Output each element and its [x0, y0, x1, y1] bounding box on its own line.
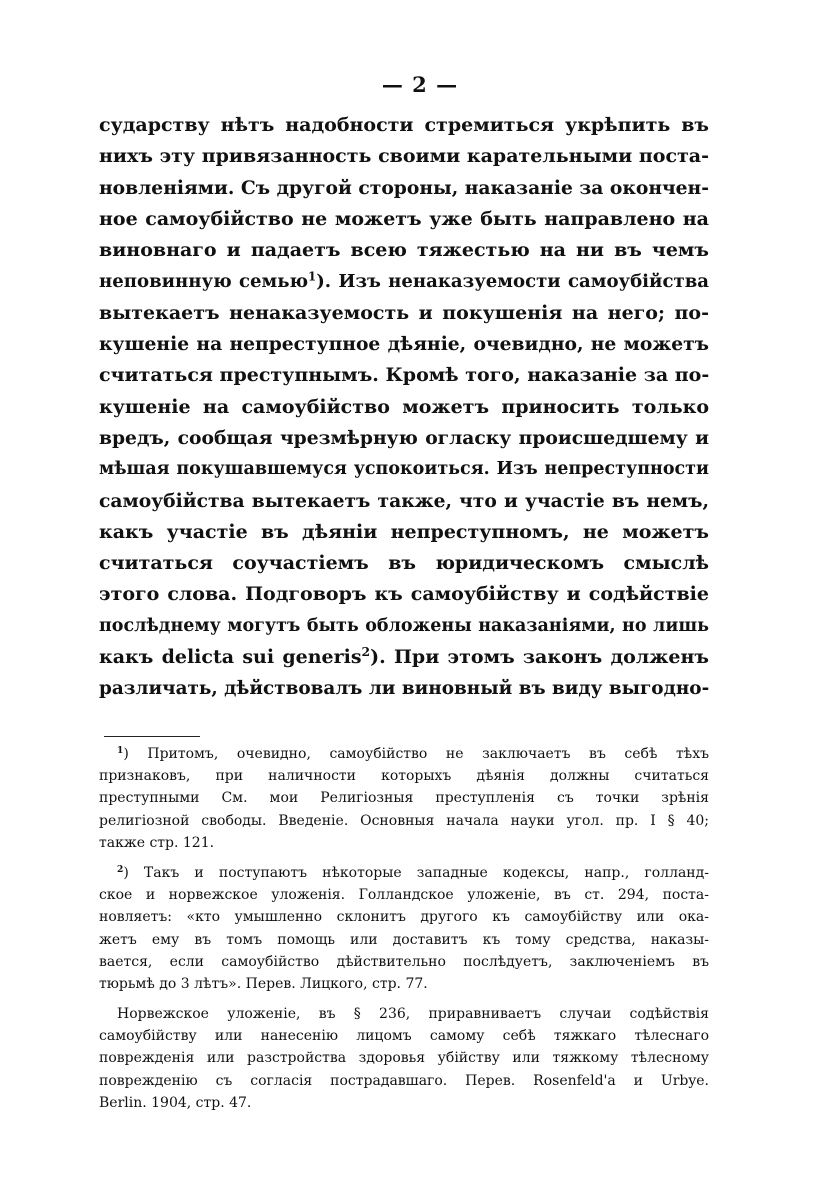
text-line: сударству нѣтъ надобности стремиться укрѣпить въ	[99, 114, 709, 136]
footnote-ref-1: 1	[308, 270, 317, 285]
text-line: виновнаго и падаетъ всею тяжестью на ни въ чемъ	[99, 239, 709, 262]
text-line: нихъ эту привязанность своими карательными поста-	[99, 145, 709, 168]
footnote-text: ) Притомъ, очевидно, самоубійство не заключаетъ въ себѣ тѣхъ	[123, 746, 709, 762]
text-line	[99, 266, 709, 297]
footnote-line: Норвежское уложеніе, въ § 236, приравниваетъ случаи содѣйствія	[117, 1006, 709, 1023]
text-line	[99, 642, 709, 673]
text-line: вытекаетъ ненаказуемость и покушенія на него; по-	[99, 301, 709, 324]
footnote-line: признаковъ, при наличности которыхъ дѣянія должны считаться	[99, 768, 709, 785]
footnote-line: ское и норвежское уложенія. Голландское уложеніе, въ ст. 294, поста-	[99, 887, 709, 904]
text-line: считаться соучастіемъ въ юридическомъ смыслѣ	[99, 552, 709, 575]
footnote-line	[99, 862, 709, 884]
footnote-line: вается, если самоубійство дѣйствительно послѣдуетъ, заключеніемъ въ	[99, 953, 709, 970]
footnote-marker-2: 2	[117, 863, 124, 875]
text-fragment: ). При этомъ законъ долженъ	[370, 646, 709, 669]
text-line: новленіями. Съ другой стороны, наказаніе за окончен-	[99, 176, 709, 199]
main-text	[99, 110, 709, 705]
footnote-line: Berlin. 1904, стр. 47.	[99, 1094, 252, 1111]
text-fragment: ). Изъ ненаказуемости самоубійства	[316, 271, 709, 293]
footnote-marker-1: 1	[117, 745, 124, 756]
footnote-line: поврежденія или разстройства здоровья убійству или тяжкому тѣлесному	[99, 1050, 709, 1067]
footnote-line	[99, 743, 709, 765]
text-line: мѣшая покушавшемуся успокоиться. Изъ непреступности	[99, 459, 709, 480]
text-line: кушеніе на самоубійство можетъ приносить только	[99, 395, 709, 418]
footnote-gap	[99, 995, 709, 1003]
text-line: ное самоубійство не можетъ уже быть направлено на	[99, 207, 709, 230]
footnote-line: тюрьмѣ до 3 лѣтъ». Перев. Лицкого, стр. 77.	[99, 975, 428, 992]
text-fragment: какъ delicta sui generis	[99, 646, 362, 669]
text-line: различать, дѣйствовалъ ли виновный въ виду выгодно-	[99, 678, 709, 700]
text-fragment: неповинную семью	[99, 271, 309, 293]
footnote-line: преступными См. мои Религіозныя преступленія съ точки зрѣнія	[99, 790, 709, 807]
footnote-line: новляетъ: «кто умышленно склонитъ другого къ самоубійству или ока-	[99, 909, 709, 926]
footnote-line: самоубійству или нанесенію лицомъ самому себѣ тяжкаго тѣлеснаго	[99, 1028, 709, 1045]
footnote-gap	[99, 854, 709, 862]
text-line: этого слова. Подговоръ къ самоубійству и содѣйствіе	[99, 583, 709, 606]
text-line: какъ участіе въ дѣяніи непреступномъ, не можетъ	[99, 520, 709, 543]
footnote-text: ) Такъ и поступаютъ нѣкоторые западные кодексы, напр., голланд-	[123, 864, 709, 881]
footnote-line: жетъ ему въ томъ помощь или доставитъ къ тому средства, наказы-	[99, 931, 709, 948]
footnote-line: также стр. 121.	[99, 834, 215, 851]
page-number: — 2 —	[381, 72, 459, 97]
footnote-ref-2: 2	[361, 644, 371, 660]
footnote-line: поврежденію съ согласія пострадавшаго. Перев. Rosenfeld'a и Urbye.	[99, 1072, 709, 1089]
text-line: самоубійства вытекаетъ также, что и участіе въ немъ,	[99, 489, 709, 512]
text-line: вредъ, сообщая чрезмѣрную огласку происшедшему и	[99, 426, 709, 449]
text-line: считаться преступнымъ. Кромѣ того, наказаніе за по-	[99, 364, 709, 387]
text-line: послѣднему могутъ быть обложены наказаніями, но лишь	[99, 615, 709, 636]
footnotes	[99, 743, 709, 1114]
footnote-divider	[104, 736, 200, 737]
footnote-line: религіозной свободы. Введеніе. Основныя начала науки угол. пр. I § 40;	[99, 812, 709, 829]
text-line: кушеніе на непреступное дѣяніе, очевидно, не можетъ	[99, 333, 709, 356]
